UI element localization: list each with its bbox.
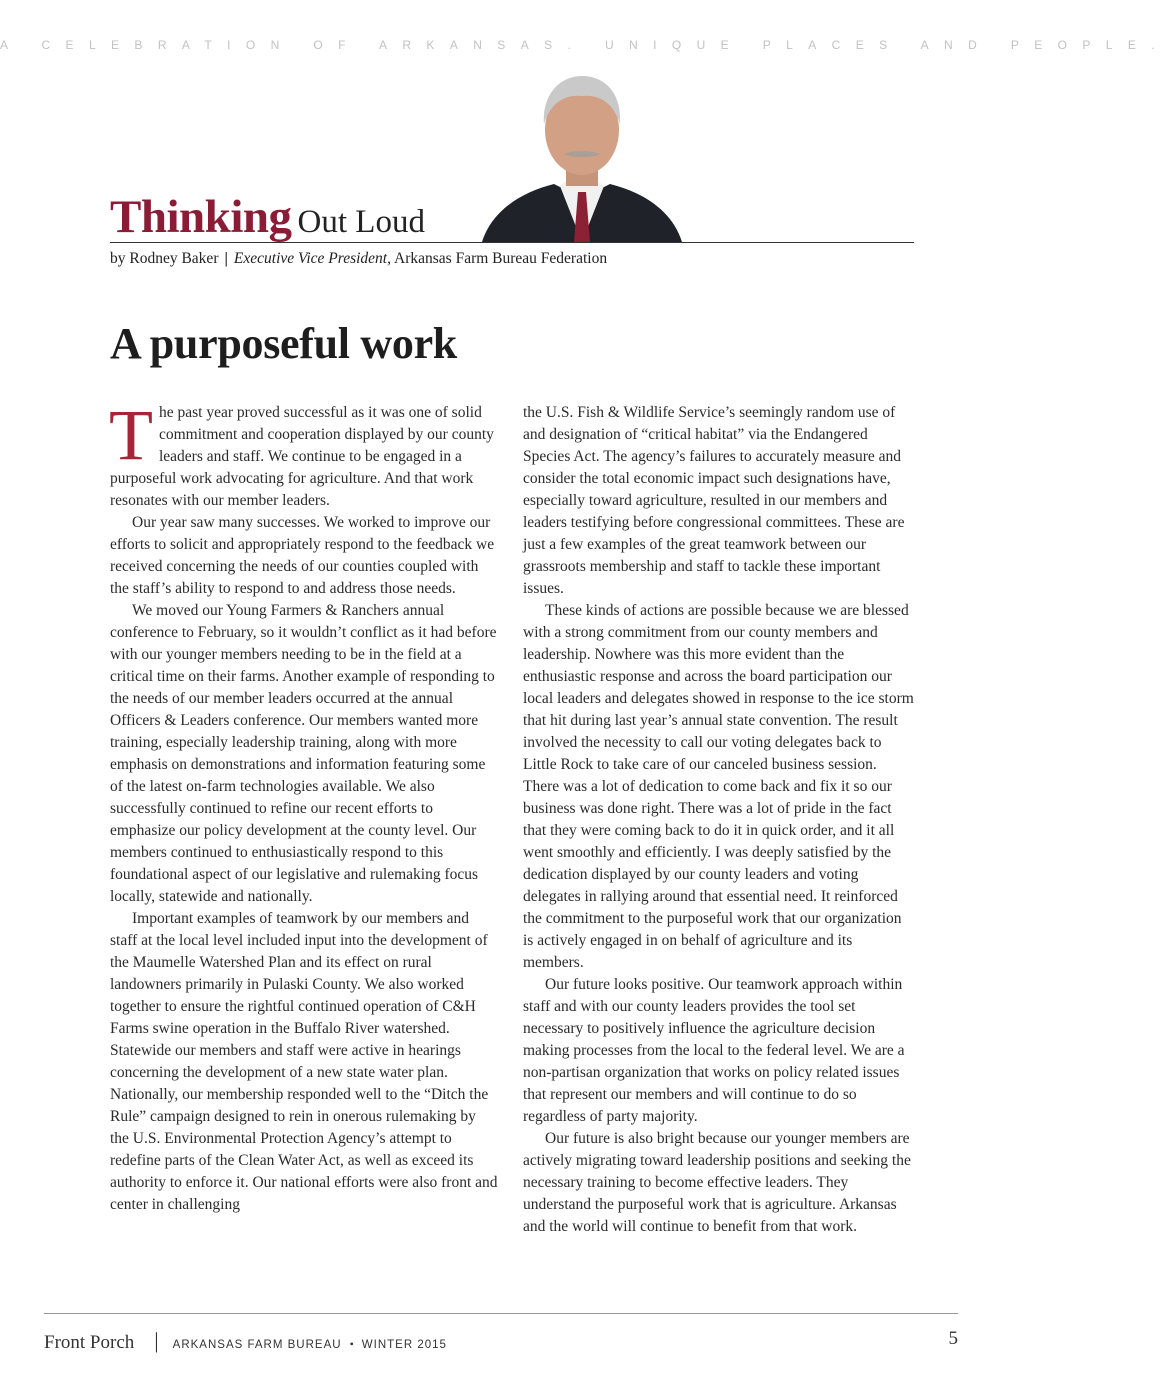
article-paragraph: Our year saw many successes. We worked to improve our efforts to solicit and appropriately respond to the feedback we received concerning the needs of our counties coupled with the staff’s ability to respond to and address those needs. (110, 514, 495, 597)
article-title: A purposeful work (110, 319, 457, 368)
column-name-bold: Thinking (110, 191, 292, 243)
column-heading (110, 190, 425, 244)
footer-separator: | (154, 1328, 159, 1353)
drop-cap: T (109, 395, 153, 475)
article-column-right (523, 402, 915, 1238)
article-column-left (109, 395, 498, 1216)
article-paragraph: Important examples of teamwork by our members and staff at the local level included input into the development of the Maumelle Watershed Plan and its effect on rural landowners primarily in Pulaski County. We also worked together to ensure the rightful continued operation of C&H Farms swine operation in the Buffalo River watershed. Statewide our members and staff were active in hearings concerning the development of a new state water plan. Nationally, our membership responded well to the “Ditch the Rule” campaign designed to rein in onerous rulemaking by the U.S. Environmental Protection Agency’s attempt to redefine parts of the Clean Water Act, as well as exceed its authority to enforce it. Our national efforts were also front and center in challenging (110, 910, 498, 1213)
article-paragraph: Our future looks positive. Our teamwork approach within staff and with our county leaders provides the tool set necessary to positively influence the agriculture decision making processes from the local to the federal level. We are a non-partisan organization that works on policy related issues that represent our members and will continue to do so regardless of party majority. (523, 976, 905, 1125)
page-number: 5 (948, 1328, 958, 1349)
article-paragraph (109, 395, 498, 512)
issue-date: WINTER 2015 (361, 1339, 447, 1351)
magazine-tagline: A CELEBRATION OF ARKANSAS. UNIQUE PLACES AND PEOPLE. (0, 38, 1170, 52)
article-paragraph: Our future is also bright because our younger members are actively migrating toward leadership positions and seeking the necessary training to become effective leaders. They understand the purposeful work that is agriculture. Arkansas and the world will continue to benefit from that work. (523, 1130, 911, 1235)
article-paragraph: We moved our Young Farmers & Ranchers annual conference to February, so it wouldn’t conflict as it had before with our younger members needing to be in the field at a critical time on their farms. Another example of responding to the needs of our member leaders occurred at the annual Officers & Leaders conference. Our members wanted more training, especially leadership training, along with more emphasis on demonstrations and information featuring some of the latest on-farm technologies available. We also successfully continued to refine our recent efforts to emphasize our policy development at the county level. Our members continued to enthusiastically respond to this foundational aspect of our legislative and rulemaking focus locally, statewide and nationally. (110, 602, 497, 905)
publisher-name: ARKANSAS FARM BUREAU (172, 1339, 342, 1351)
article-paragraph-continued: the U.S. Fish & Wildlife Service’s seemingly random use of and designation of “critical habitat” via the Endangered Species Act. The agency’s failures to accurately measure and consider the total economic impact such designations have, especially toward agriculture, resulted in our members and leaders testifying before congressional committees. These are just a few examples of the great teamwork between our grassroots membership and staff to tackle these important issues. (523, 404, 905, 597)
column-name-rest: Out Loud (297, 204, 425, 240)
author-portrait-photo (482, 76, 682, 242)
page-footer (44, 1328, 447, 1354)
magazine-name: Front Porch (44, 1332, 135, 1353)
author-portrait (482, 70, 682, 242)
byline-author: by Rodney Baker (110, 250, 219, 267)
footer-bullet: • (349, 1337, 354, 1351)
heading-divider (110, 242, 914, 243)
first-paragraph-text: he past year proved successful as it was one of solid commitment and cooperation displayed by our county leaders and staff. We continue to be engaged in a purposeful work advocating for agriculture. And that work resonates with our member leaders. (110, 404, 494, 509)
footer-divider (44, 1313, 958, 1314)
byline-organization: Arkansas Farm Bureau Federation (394, 250, 608, 267)
byline (110, 250, 607, 268)
article-paragraph: These kinds of actions are possible because we are blessed with a strong commitment from our county members and leadership. Nowhere was this more evident than the enthusiastic response and across the board participation our local leaders and delegates showed in response to the ice storm that hit during last year’s annual state convention. The result involved the necessity to call our voting delegates back to Little Rock to take care of our canceled business session. There was a lot of dedication to come back and fix it so our business was done right. There was a lot of pride in the fact that they were coming back to do it in quick order, and it all went smoothly and efficiently. I was deeply satisfied by the dedication displayed by our county leaders and voting delegates in rallying around that essential need. It reinforced the commitment to the purposeful work that our organization is actively engaged in on behalf of agriculture and its members. (523, 602, 914, 971)
byline-job-title: Executive Vice President, (233, 250, 391, 267)
byline-separator: | (224, 250, 228, 267)
